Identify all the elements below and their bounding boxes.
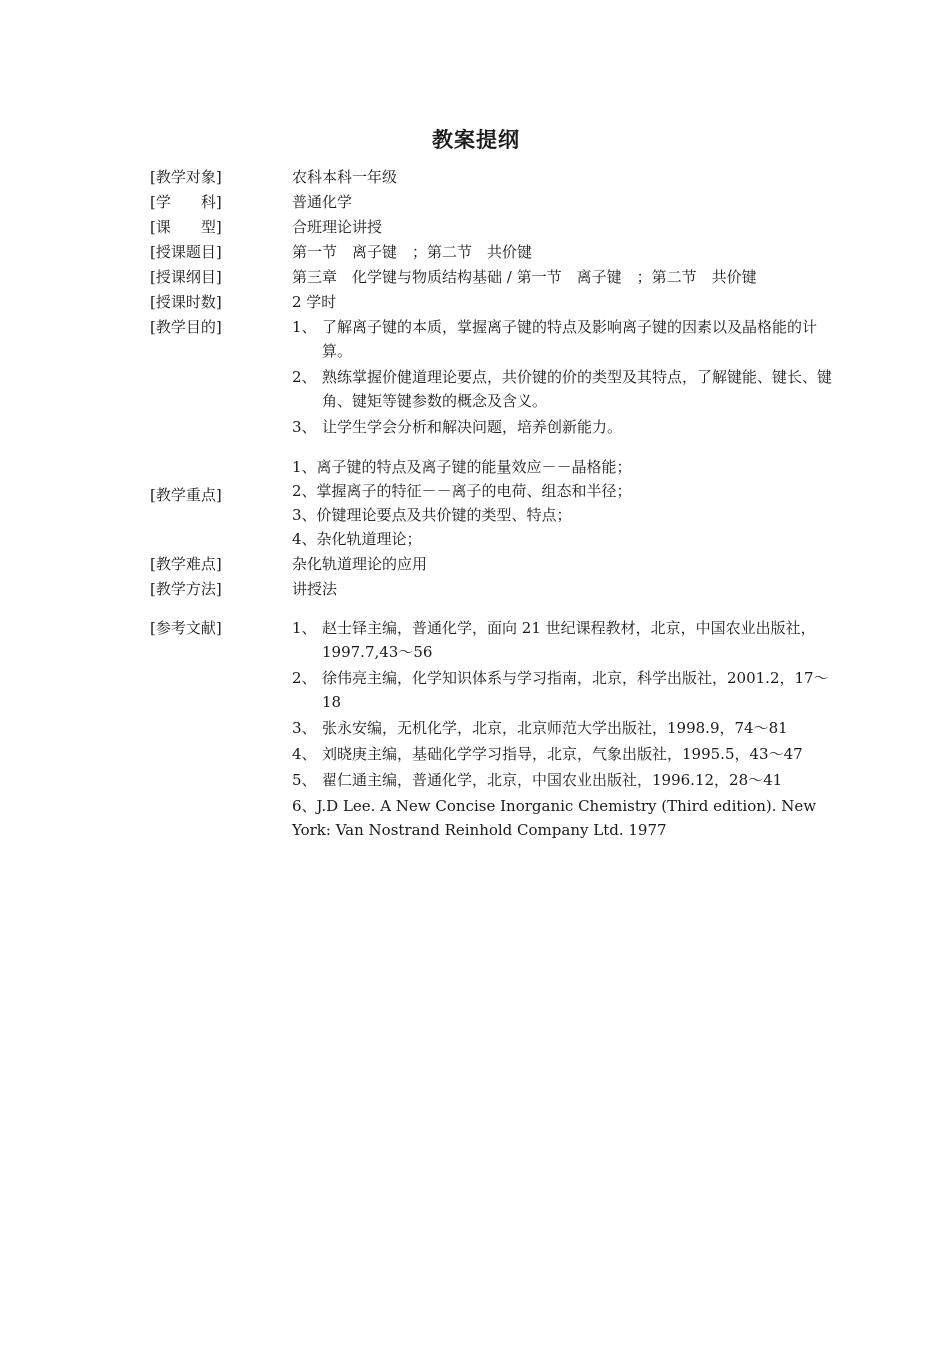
field-value: 第一节 离子键 ；第二节 共价键 (292, 243, 533, 261)
field-label: [教学方法] (150, 580, 222, 598)
list-item: 3、 张永安编，无机化学，北京，北京师范大学出版社，1998.9，74～81 (292, 719, 788, 737)
field-value (292, 455, 844, 551)
list-item: 3、价键理论要点及共价键的类型、特点； (292, 506, 572, 524)
field-label: [授课题目] (150, 243, 222, 261)
field-label: [授课时数] (150, 293, 222, 311)
field-label: [学 科] (150, 193, 222, 211)
list-item: 1、离子键的特点及离子键的能量效应－－晶格能； (292, 458, 632, 476)
field-value: 普通化学 (292, 193, 353, 211)
list-item: 1、 赵士铎主编，普通化学，面向 21 世纪课程教材，北京，中国农业出版社，1997.7,43～56 (292, 619, 816, 661)
field-value (292, 315, 844, 441)
field-label: [授课纲目] (150, 268, 222, 286)
field-label: [教学重点] (150, 486, 222, 504)
reference-item-english: 6、J.D Lee. A New Concise Inorganic Chemistry (Third edition). New York: Van Nostrand Reinhold Company Ltd. 1977 (292, 797, 817, 839)
list-item: 3、 让学生学会分析和解决问题，培养创新能力。 (292, 418, 623, 436)
field-label: [课 型] (150, 218, 222, 236)
field-label: [教学难点] (150, 555, 222, 573)
list-item: 2、掌握离子的特征－－离子的电荷、组态和半径； (292, 482, 632, 500)
list-item: 5、 翟仁通主编，普通化学，北京，中国农业出版社，1996.12，28～41 (292, 771, 783, 789)
references-list (292, 616, 844, 792)
field-label: [教学目的] (150, 318, 222, 336)
field-value: 农科本科一年级 (292, 168, 398, 186)
list-item: 1、 了解离子键的本质，掌握离子键的特点及影响离子键的因素以及晶格能的计算。 (292, 318, 818, 360)
list-item: 2、 徐伟亮主编，化学知识体系与学习指南，北京，科学出版社，2001.2，17～18 (292, 669, 829, 711)
key-points-list (292, 455, 844, 551)
list-item: 2、 熟练掌握价健道理论要点，共价键的价的类型及其特点，了解键能、键长、键角、键矩等键参数的概念及含义。 (292, 368, 833, 410)
field-label: [教学对象] (150, 168, 222, 186)
field-value (292, 616, 844, 842)
page-title: 教案提纲 (432, 128, 520, 152)
field-value: 2 学时 (292, 293, 337, 311)
field-value: 讲授法 (292, 580, 338, 598)
field-value: 杂化轨道理论的应用 (292, 555, 428, 573)
field-label: [参考文献] (150, 619, 222, 637)
goals-list (292, 315, 844, 439)
list-item: 4、杂化轨道理论； (292, 530, 422, 548)
field-value: 合班理论讲授 (292, 218, 383, 236)
field-value: 第三章 化学键与物质结构基础 / 第一节 离子键 ；第二节 共价键 (292, 268, 757, 286)
list-item: 4、 刘晓庚主编，基础化学学习指导，北京，气象出版社，1995.5，43～47 (292, 745, 803, 763)
